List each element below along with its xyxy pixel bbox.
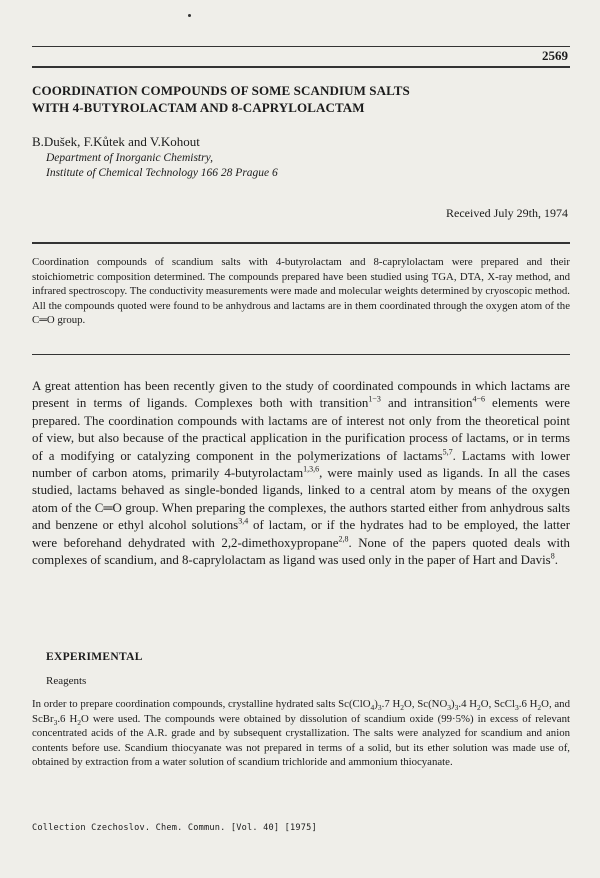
section-heading-experimental: EXPERIMENTAL	[46, 651, 143, 663]
reagents-paragraph	[32, 697, 570, 770]
formula-subscript: 2	[77, 717, 82, 727]
affiliation	[46, 151, 278, 181]
reagents-text: O, and ScBr	[32, 698, 570, 725]
reagents-text: O were used. The compounds were obtained by dissolution of scandium oxide (99·5%) in excess of relevant concentrated acids of the A.R. grade and by subsequent crystallization. The salts were analyzed for scandium and anion contents before use. Scandium thiocyanate was not prepared in terms of a solid, but its ether solution was made use of, obtained by extraction from a water solution of scandium trichloride and ammonium thiocyanate.	[32, 712, 570, 769]
abstract-rule-top	[32, 242, 570, 244]
reference-superscript: 3,4	[238, 516, 249, 526]
reagents-text: )	[374, 698, 378, 710]
formula-subscript: 3	[377, 703, 382, 713]
title-line-1: COORDINATION COMPOUNDS OF SOME SCANDIUM SALTS	[32, 83, 410, 98]
reagents-text: .6 H	[518, 698, 538, 710]
reference-superscript: 4−6	[472, 395, 485, 405]
page-number: 2569	[542, 48, 568, 63]
header-rule-bottom	[32, 66, 570, 68]
reagents-text: In order to prepare coordination compounds, crystalline hydrated salts Sc(ClO	[32, 698, 371, 710]
ink-dot	[188, 14, 191, 17]
subsection-heading-reagents: Reagents	[46, 675, 87, 687]
formula-subscript: 4	[370, 703, 375, 713]
intro-text: of lactam, or if the hydrates had to be employed, the latter were beforehand dehydrated with 2,2-dimethoxypropane	[32, 518, 571, 550]
formula-subscript: 2	[400, 703, 405, 713]
introduction-paragraph	[32, 378, 570, 569]
affiliation-line-1: Department of Inorganic Chemistry,	[46, 152, 213, 164]
intro-text: A great attention has been recently given to the study of coordinated compounds in which lactams are present in terms of ligands. Complexes both with transition	[32, 379, 570, 411]
formula-subscript: 3	[454, 703, 459, 713]
reference-superscript: 8	[550, 551, 555, 561]
reference-superscript: 2,8	[338, 534, 349, 544]
abstract: Coordination compounds of scandium salts with 4-butyrolactam and 8-caprylolactam were prepared and their stoichiometric composition determined. The compounds prepared have been studied using TGA, DTA, X-ray method, and infrared spectroscopy. The conductivity measurements were made and molecular weights determined by cryoscopic method. All the compounds quoted were found to be anhydrous and lactams are in them coordinated through the oxygen atom of the C═O group.	[32, 256, 570, 327]
reference-superscript: 5,7	[442, 447, 453, 457]
intro-text: and intransition	[380, 396, 473, 411]
intro-text: , were mainly used as ligands. In all the cases studied, lactams behaved as single-bonded ligands, linked to a central atom by means of the oxygen atom of the C═O group. When preparing the complexes, the authors started either from anhydrous salts and benzene or ethyl alcohol solutions	[32, 466, 571, 533]
formula-subscript: 2	[537, 703, 542, 713]
formula-subscript: 3	[515, 703, 519, 713]
reagents-text: O, ScCl	[480, 698, 515, 710]
reagents-text: )	[451, 698, 455, 710]
intro-text: . Lactams with lower number of carbon atoms, primarily 4-butyrolactam	[32, 448, 570, 481]
formula-subscript: 3	[53, 717, 58, 727]
journal-footer: Collection Czechoslov. Chem. Commun. [Vol. 40] [1975]	[32, 823, 317, 833]
reference-superscript: 1−3	[368, 395, 381, 405]
reagents-text: O, Sc(NO	[404, 698, 448, 710]
header-rule	[32, 46, 570, 47]
paper-title	[32, 82, 570, 116]
received-date: Received July 29th, 1974	[446, 206, 568, 220]
intro-text: .	[554, 553, 558, 568]
author-list: B.Dušek, F.Kůtek and V.Kohout	[32, 134, 200, 149]
intro-text: . None of the papers quoted deals with complexes of scandium, and 8-caprylolactam as ligand was used only in the paper of Hart and Davis	[32, 535, 570, 568]
formula-subscript: 2	[477, 703, 481, 713]
reagents-text: .6 H	[57, 712, 78, 725]
reagents-text: .4 H	[458, 698, 478, 710]
reference-superscript: 1,3,6	[303, 464, 320, 474]
formula-subscript: 3	[447, 703, 452, 713]
abstract-rule-bottom	[32, 354, 570, 355]
intro-text: elements were prepared. The coordination compounds with lactams are of interest not only from the theoretical point of view, but also because of the practical application in the purification process of lactams, or in terms of a modifying or catalyzing component in the polymerizations of lactams	[32, 396, 571, 463]
affiliation-line-2: Institute of Chemical Technology 166 28 Prague 6	[46, 167, 278, 179]
reagents-text: .7 H	[381, 698, 401, 710]
title-line-2: WITH 4-BUTYROLACTAM AND 8-CAPRYLOLACTAM	[32, 100, 365, 115]
